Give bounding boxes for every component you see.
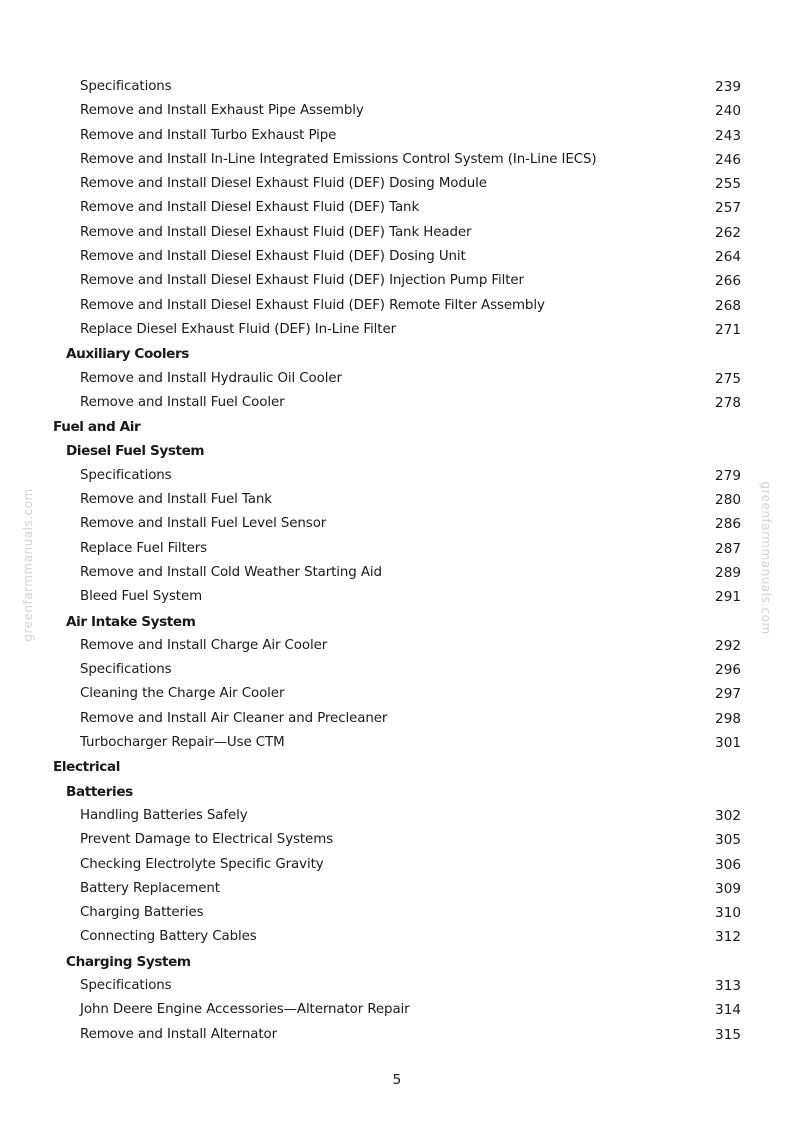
toc-entry-title: Remove and Install In-Line Integrated Emissions Control System (In-Line IECS) xyxy=(80,151,597,167)
toc-entry-page-number: 255 xyxy=(715,176,741,193)
toc-entry-title: Charging Batteries xyxy=(80,905,204,921)
toc-entry-title: Remove and Install Fuel Tank xyxy=(80,492,272,508)
toc-entry-title: Specifications xyxy=(80,79,172,94)
toc-entry-page-number: 262 xyxy=(715,224,741,241)
toc-entry[interactable] xyxy=(0,196,794,220)
toc-entry-page-number: 257 xyxy=(715,200,741,217)
toc-entry-title: Connecting Battery Cables xyxy=(80,929,257,945)
toc-entry-title: Remove and Install Diesel Exhaust Fluid (DEF) Remote Filter Assembly xyxy=(80,297,545,313)
toc-entry[interactable] xyxy=(0,148,794,172)
toc-entry[interactable] xyxy=(0,367,794,391)
toc-entry-page-number: 271 xyxy=(715,321,741,338)
toc-subsection-heading xyxy=(0,780,794,804)
toc-entry[interactable] xyxy=(0,172,794,196)
toc-entry-title: Remove and Install Exhaust Pipe Assembly xyxy=(80,103,364,119)
toc-entry-page-number: 280 xyxy=(715,492,741,509)
toc-entry-title: Replace Fuel Filters xyxy=(80,540,208,556)
toc-entry[interactable] xyxy=(0,537,794,561)
toc-entry-page-number: 279 xyxy=(715,467,741,484)
toc-entry-page-number: 243 xyxy=(715,127,741,144)
toc-entry-title: Battery Replacement xyxy=(80,880,220,896)
toc-entry[interactable] xyxy=(0,901,794,925)
toc-entry-title: Checking Electrolyte Specific Gravity xyxy=(80,856,324,872)
toc-section-heading xyxy=(0,755,794,779)
toc-entry-title: Cleaning the Charge Air Cooler xyxy=(80,686,285,702)
page-number: 5 xyxy=(392,1072,402,1088)
toc-entry[interactable] xyxy=(0,974,794,998)
toc-entry-title: Turbocharger Repair—Use CTM xyxy=(80,735,285,751)
toc-entry-title: Remove and Install Cold Weather Starting Aid xyxy=(80,564,382,580)
toc-entry-page-number: 301 xyxy=(715,735,741,752)
toc-entry-page-number: 264 xyxy=(715,249,741,266)
toc-entry[interactable] xyxy=(0,269,794,293)
toc-entry-page-number: 315 xyxy=(715,1026,741,1043)
toc-entry[interactable] xyxy=(0,318,794,342)
toc-entry-page-number: 297 xyxy=(715,686,741,703)
toc-entry[interactable] xyxy=(0,561,794,585)
toc-entry-page-number: 292 xyxy=(715,637,741,654)
toc-entry-page-number: 286 xyxy=(715,516,741,533)
toc-entry[interactable] xyxy=(0,998,794,1022)
toc-subsection-heading xyxy=(0,342,794,366)
toc-entry-title: Bleed Fuel System xyxy=(80,589,203,605)
toc-entry-title: Remove and Install Diesel Exhaust Fluid (DEF) Injection Pump Filter xyxy=(80,273,524,289)
toc-entry-page-number: 313 xyxy=(715,977,741,994)
toc-entry[interactable] xyxy=(0,925,794,949)
toc-entry-page-number: 287 xyxy=(715,540,741,557)
toc-entry[interactable] xyxy=(0,464,794,488)
toc-entry-title: Remove and Install Diesel Exhaust Fluid (DEF) Tank Header xyxy=(80,224,472,240)
toc-entry-title: Diesel Fuel System xyxy=(66,443,205,460)
toc-entry[interactable] xyxy=(0,731,794,755)
toc-entry[interactable] xyxy=(0,707,794,731)
toc-entry-title: Air Intake System xyxy=(66,613,196,630)
toc-entry-page-number: 298 xyxy=(715,710,741,727)
toc-entry-title: Remove and Install Hydraulic Oil Cooler xyxy=(80,370,342,386)
watermark-right: greenfarmmanuals.com xyxy=(759,481,773,635)
toc-entry[interactable] xyxy=(0,221,794,245)
toc-entry-page-number: 296 xyxy=(715,662,741,679)
toc-entry[interactable] xyxy=(0,512,794,536)
toc-entry-page-number: 309 xyxy=(715,880,741,897)
toc-entry[interactable] xyxy=(0,585,794,609)
toc-entry-title: Electrical xyxy=(53,759,120,776)
toc-entry[interactable] xyxy=(0,488,794,512)
toc-entry[interactable] xyxy=(0,853,794,877)
toc-entry[interactable] xyxy=(0,245,794,269)
toc-entry-title: Remove and Install Turbo Exhaust Pipe xyxy=(80,127,337,143)
toc-entry[interactable] xyxy=(0,294,794,318)
toc-entry[interactable] xyxy=(0,682,794,706)
watermark-left: greenfarmmanuals.com xyxy=(21,488,35,642)
toc-entry[interactable] xyxy=(0,804,794,828)
toc-entry-page-number: 278 xyxy=(715,394,741,411)
toc-entry-title: John Deere Engine Accessories—Alternator Repair xyxy=(80,1002,410,1018)
toc-entry-title: Auxiliary Coolers xyxy=(66,346,189,363)
toc-entry-page-number: 239 xyxy=(715,79,741,95)
toc-entry-page-number: 305 xyxy=(715,832,741,849)
toc-entry-page-number: 314 xyxy=(715,1002,741,1019)
toc-subsection-heading xyxy=(0,950,794,974)
toc-entry-page-number: 275 xyxy=(715,370,741,387)
toc-entry-page-number: 240 xyxy=(715,103,741,120)
toc-entry[interactable] xyxy=(0,75,794,99)
toc-entry-title: Remove and Install Alternator xyxy=(80,1026,277,1042)
table-of-contents xyxy=(0,75,794,1047)
toc-entry[interactable] xyxy=(0,828,794,852)
toc-entry-page-number: 266 xyxy=(715,273,741,290)
toc-subsection-heading xyxy=(0,439,794,463)
toc-entry-page-number: 268 xyxy=(715,297,741,314)
toc-entry-title: Specifications xyxy=(80,662,172,678)
toc-entry-page-number: 312 xyxy=(715,929,741,946)
toc-entry-page-number: 291 xyxy=(715,589,741,606)
toc-entry[interactable] xyxy=(0,124,794,148)
toc-entry-title: Remove and Install Diesel Exhaust Fluid (DEF) Tank xyxy=(80,200,420,216)
toc-entry-title: Remove and Install Fuel Cooler xyxy=(80,394,285,410)
toc-entry-page-number: 310 xyxy=(715,905,741,922)
toc-entry-title: Fuel and Air xyxy=(53,419,141,436)
toc-entry-title: Batteries xyxy=(66,783,133,800)
toc-entry-page-number: 246 xyxy=(715,151,741,168)
toc-entry[interactable] xyxy=(0,877,794,901)
toc-entry-page-number: 306 xyxy=(715,856,741,873)
toc-entry-title: Handling Batteries Safely xyxy=(80,807,248,823)
toc-section-heading xyxy=(0,415,794,439)
toc-subsection-heading xyxy=(0,610,794,634)
toc-entry-title: Charging System xyxy=(66,953,191,970)
toc-entry-title: Replace Diesel Exhaust Fluid (DEF) In-Line Filter xyxy=(80,321,396,337)
toc-entry[interactable] xyxy=(0,391,794,415)
toc-entry[interactable] xyxy=(0,658,794,682)
toc-entry-title: Remove and Install Charge Air Cooler xyxy=(80,637,328,653)
toc-entry-title: Remove and Install Air Cleaner and Precleaner xyxy=(80,710,388,726)
toc-entry-title: Prevent Damage to Electrical Systems xyxy=(80,832,334,848)
toc-entry[interactable] xyxy=(0,99,794,123)
toc-entry-title: Remove and Install Diesel Exhaust Fluid (DEF) Dosing Unit xyxy=(80,249,466,265)
toc-entry[interactable] xyxy=(0,1023,794,1047)
toc-entry-page-number: 302 xyxy=(715,807,741,824)
toc-entry-title: Remove and Install Fuel Level Sensor xyxy=(80,516,327,532)
toc-entry-title: Specifications xyxy=(80,977,172,993)
toc-entry-title: Specifications xyxy=(80,467,172,483)
toc-entry[interactable] xyxy=(0,634,794,658)
toc-entry-title: Remove and Install Diesel Exhaust Fluid (DEF) Dosing Module xyxy=(80,176,487,192)
toc-entry-page-number: 289 xyxy=(715,564,741,581)
